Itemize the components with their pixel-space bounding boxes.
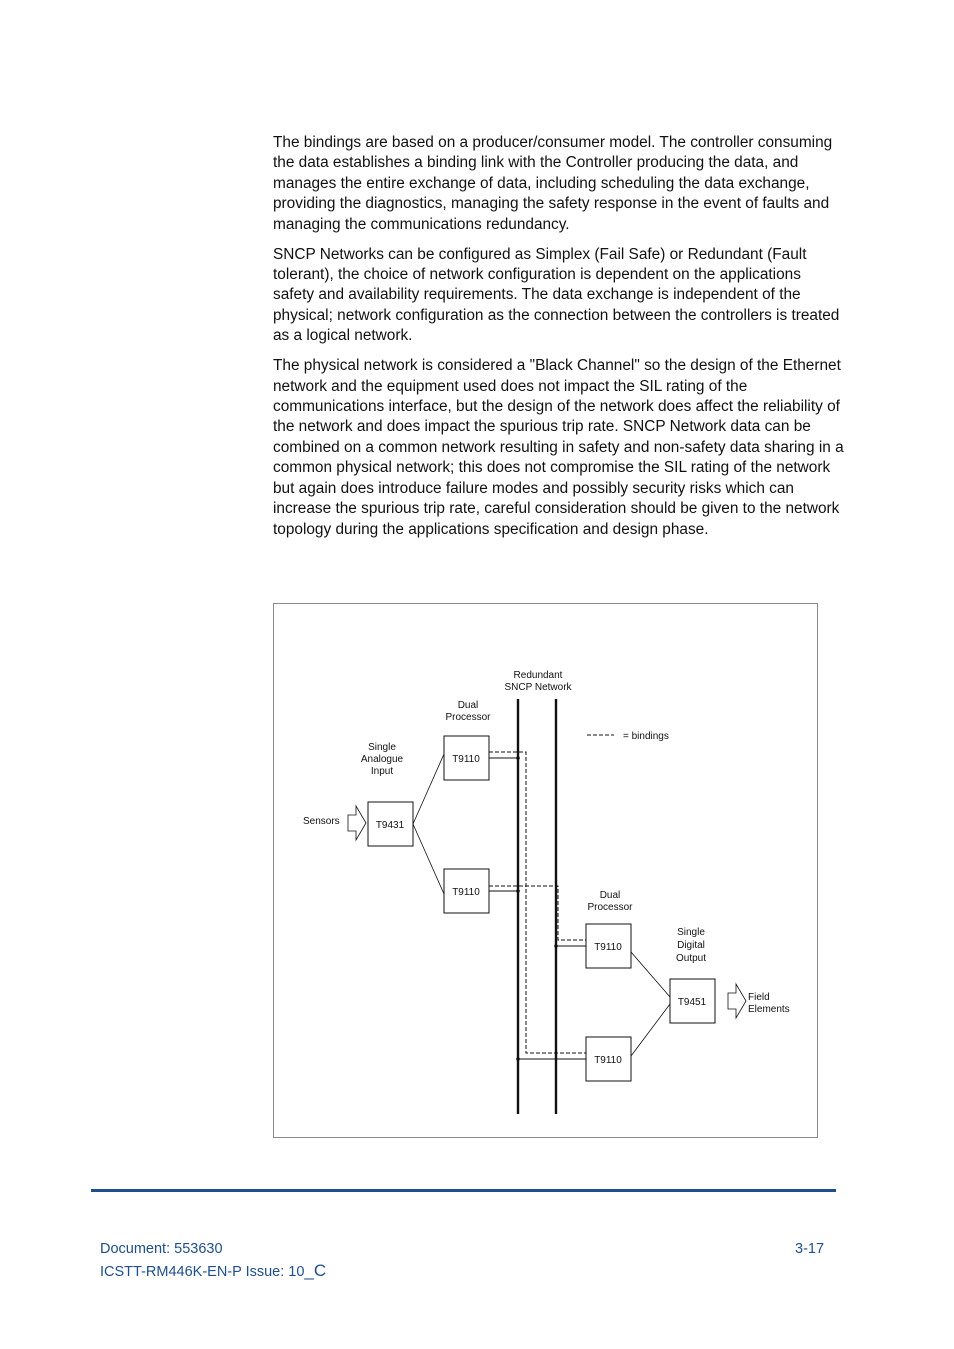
legend-label: = bindings xyxy=(623,731,669,742)
single-output-1: Single xyxy=(677,927,705,938)
single-input-1: Single xyxy=(368,742,396,753)
footer-page-number: 3-17 xyxy=(795,1241,825,1257)
dual-processor-1a: Dual xyxy=(457,700,479,711)
paragraph-3: The physical network is considered a "Black Channel" so the design of the Ethernet network and the equipment used does not impact the SIL rating of the communications interface, but the design of the network does affect the reliability of the network and does impact the spurious trip rate. SNCP Network data can be combined on a common network resulting in safety and non-safety data sharing in a common physical network; this does not compromise the SIL rating of the network but again does introduce failure modes and possibly security risks which can increase the spurious trip rate, careful consideration should be given to the network topology during the applications specification and design phase. xyxy=(273,357,844,538)
binding-lines xyxy=(489,752,586,1053)
footer-issue-suffix: _C xyxy=(304,1261,327,1280)
label-t9431: T9431 xyxy=(375,820,405,831)
paragraph-2: SNCP Networks can be configured as Simplex (Fail Safe) or Redundant (Fault tolerant), the choice of network configuration is dependent on the applications safety and availability requirements. The data exchange is independent of the physical; network configuration as the connection between the controllers is treated as a logical network. xyxy=(273,245,840,345)
label-t9110-c: T9110 xyxy=(594,942,622,953)
footer-issue xyxy=(100,1261,326,1281)
label-t9110-b: T9110 xyxy=(452,887,480,898)
junction-dot xyxy=(516,756,520,760)
dual-processor-2a: Dual xyxy=(599,890,621,901)
network-label-2: SNCP Network xyxy=(504,682,572,693)
field-label-1: Field xyxy=(748,992,770,1003)
network-diagram xyxy=(273,603,818,1138)
footer-issue-text: ICSTT-RM446K-EN-P Issue: 10 xyxy=(100,1264,305,1280)
network-label-1: Redundant xyxy=(513,670,563,681)
field-arrow-icon xyxy=(728,984,746,1018)
single-input-3: Input xyxy=(370,766,394,777)
paragraph-1: The bindings are based on a producer/consumer model. The controller consuming the data establishes a binding link with the Controller producing the data, and manages the entire exchange of data, including scheduling the data exchange, providing the diagnostics, managing the safety response in the event of faults and managing the communications redundancy. xyxy=(273,134,833,233)
footer-rule xyxy=(91,1189,836,1192)
junction-dot xyxy=(516,1057,520,1061)
junction-dot xyxy=(554,944,558,948)
label-t9110-a: T9110 xyxy=(452,754,480,765)
label-t9451: T9451 xyxy=(677,997,707,1008)
body-text xyxy=(273,133,845,550)
sensors-label: Sensors xyxy=(303,816,340,827)
field-label-2: Elements xyxy=(748,1004,790,1015)
dual-processor-1b: Processor xyxy=(445,712,491,723)
single-input-2: Analogue xyxy=(360,754,404,765)
diagram-canvas xyxy=(274,604,819,1139)
label-t9110-d: T9110 xyxy=(594,1055,622,1066)
sensors-arrow-icon xyxy=(348,806,366,840)
junction-dot xyxy=(516,889,520,893)
single-output-2: Digital xyxy=(677,940,705,951)
dual-processor-2b: Processor xyxy=(587,902,633,913)
single-output-3: Output xyxy=(675,953,707,964)
footer-document: Document: 553630 xyxy=(100,1241,223,1257)
